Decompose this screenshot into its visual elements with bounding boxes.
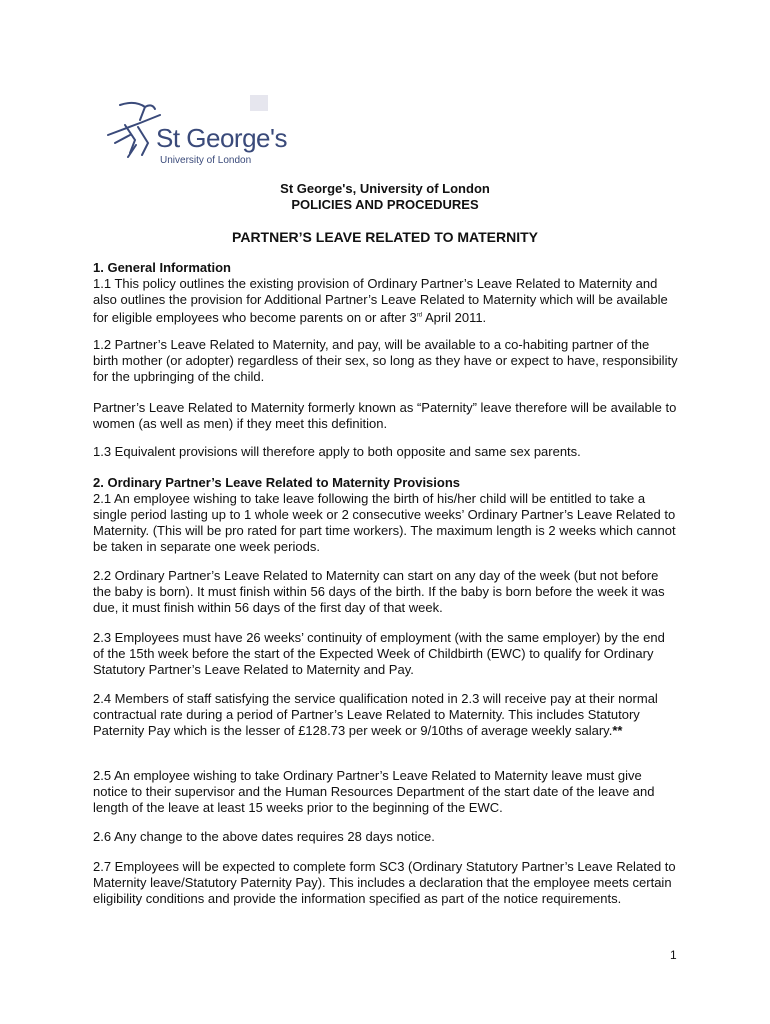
para-2-6: 2.6 Any change to the above dates requires 28 days notice.: [93, 829, 435, 844]
institution-heading: St George's, University of London: [280, 181, 490, 196]
page-title: PARTNER’S LEAVE RELATED TO MATERNITY: [232, 229, 538, 245]
para-2-7: 2.7 Employees will be expected to complete form SC3 (Ordinary Statutory Partner’s Leave Related to Maternity leave/Statutory Paternity Pay). This includes a declaration that the employee meets certain eligibility conditions and provide the information specified as part of the notice requirements.: [93, 859, 676, 906]
para-1-3: 1.3 Equivalent provisions will therefore apply to both opposite and same sex parents.: [93, 444, 581, 459]
para-1-2: 1.2 Partner’s Leave Related to Maternity, and pay, will be available to a co-habiting partner of the birth mother (or adopter) regardless of their sex, so long as they have or expect to have, responsibility for the upbringing of the child.: [93, 337, 678, 384]
section-1: [93, 260, 678, 326]
logo-name: St George's: [156, 123, 287, 153]
section-2: [93, 475, 678, 555]
para-2-2: 2.2 Ordinary Partner’s Leave Related to Maternity can start on any day of the week (but not before the baby is born). It must finish within 56 days of the birth. If the baby is born before the week it was due, it must finish within 56 days of the first day of that week.: [93, 568, 665, 615]
section-2-heading: 2. Ordinary Partner’s Leave Related to Maternity Provisions: [93, 475, 461, 490]
para-2-5: 2.5 An employee wishing to take Ordinary Partner’s Leave Related to Maternity leave must give notice to their supervisor and the Human Resources Department of the start date of the leave and length of the leave at least 15 weeks prior to the beginning of the EWC.: [93, 768, 655, 815]
section-1-heading: 1. General Information: [93, 260, 231, 275]
para-2-1: 2.1 An employee wishing to take leave following the birth of his/her child will be entitled to take a single period lasting up to 1 whole week or 2 consecutive weeks’ Ordinary Partner’s Leave Related to Maternity. (This will be pro rated for part time workers). The maximum length is 2 weeks which cannot be taken in separate one week periods.: [93, 491, 676, 554]
page-number: 1: [670, 948, 677, 962]
logo-subtitle: University of London: [160, 155, 252, 166]
para-1-1: 1.1 This policy outlines the existing provision of Ordinary Partner’s Leave Related to Maternity and also outlines the provision for Additional Partner’s Leave Related to Maternity which will be available for eligible employees who become parents on or after 3rd April 2011.: [93, 276, 668, 326]
para-2-4: 2.4 Members of staff satisfying the service qualification noted in 2.3 will receive pay at their normal contractual rate during a period of Partner’s Leave Related to Maternity. This includes Statutory Paternity Pay which is the lesser of £128.73 per week or 9/10ths of average weekly salary.**: [93, 691, 658, 738]
para-2-3: 2.3 Employees must have 26 weeks’ continuity of employment (with the same employer) by the end of the 15th week before the start of the Expected Week of Childbirth (EWC) to qualify for Ordinary Statutory Partner’s Leave Related to Maternity and Pay.: [93, 630, 665, 677]
policies-heading: POLICIES AND PROCEDURES: [291, 197, 479, 212]
para-1-2b: Partner’s Leave Related to Maternity formerly known as “Paternity” leave therefore will be available to women (as well as men) if they meet this definition.: [93, 400, 677, 431]
